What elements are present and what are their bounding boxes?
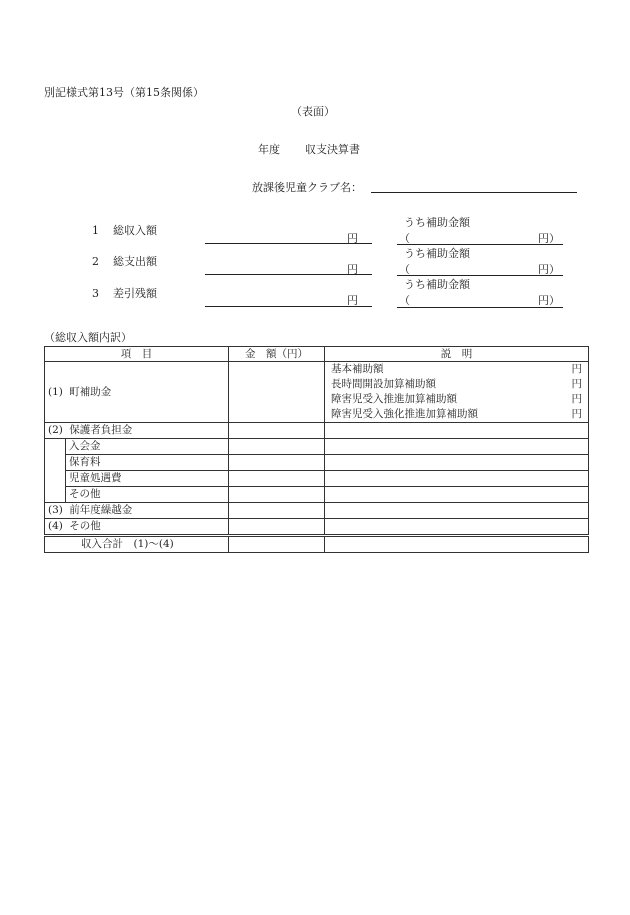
town-subsidy-cell <box>45 362 229 423</box>
desc-text: 基本補助額 <box>331 363 384 375</box>
table-header-row <box>45 347 589 362</box>
desc-unit: 円 <box>571 408 582 420</box>
carryover-amount[interactable] <box>229 503 325 519</box>
carryover-label: 前年度繰越金 <box>69 504 133 516</box>
subsidy-close-2: 円） <box>538 263 560 276</box>
club-name-field[interactable] <box>371 192 577 193</box>
desc-line <box>331 407 582 422</box>
subsidy-label-1: うち補助金額 <box>404 216 470 229</box>
subsidy-field-3[interactable] <box>397 307 563 308</box>
sub-item-label: 入会金 <box>66 439 229 455</box>
subsidy-close-3: 円） <box>538 294 560 307</box>
subsidy-open-3: （ <box>399 294 410 307</box>
carryover-no: (3) <box>48 504 63 516</box>
table-row-sub <box>45 471 589 487</box>
table-row-total <box>45 536 589 553</box>
carryover-description[interactable] <box>325 503 589 519</box>
sub-item-description[interactable] <box>325 471 589 487</box>
subsidy-label-3: うち補助金額 <box>404 278 470 291</box>
other-no: (4) <box>48 520 63 532</box>
breakdown-caption: （総収入額内訳） <box>44 331 132 344</box>
header-description: 説 明 <box>325 347 589 362</box>
summary-label-3: 差引残額 <box>113 287 157 300</box>
sub-item-amount[interactable] <box>229 439 325 455</box>
sub-item-label: 児童処遇費 <box>66 471 229 487</box>
carryover-cell <box>45 503 229 519</box>
sub-item-label: 保育料 <box>66 455 229 471</box>
guardian-label: 保護者負担金 <box>69 424 133 436</box>
sub-item-label: その他 <box>66 487 229 503</box>
table-row-town-subsidy <box>45 362 589 423</box>
sub-item-amount[interactable] <box>229 471 325 487</box>
total-description[interactable] <box>325 536 589 553</box>
desc-unit: 円 <box>571 378 582 390</box>
desc-unit: 円 <box>571 393 582 405</box>
total-label: 収入合計 (1)～(4) <box>45 536 229 553</box>
document-title: 収支決算書 <box>305 143 360 156</box>
club-name-label: 放課後児童クラブ名： <box>252 181 362 194</box>
guardian-cell <box>45 423 229 439</box>
subsidy-open-2: （ <box>399 263 410 276</box>
other-cell <box>45 519 229 536</box>
fiscal-year-label: 年度 <box>258 143 280 156</box>
guardian-no: (2) <box>48 424 63 436</box>
guardian-amount[interactable] <box>229 423 325 439</box>
header-amount: 金 額（円） <box>229 347 325 362</box>
indent-cell <box>45 439 66 455</box>
table-row-sub <box>45 455 589 471</box>
table-row-sub <box>45 487 589 503</box>
desc-line <box>331 392 582 407</box>
desc-text: 長時間開設加算補助額 <box>331 378 436 390</box>
sub-item-description[interactable] <box>325 439 589 455</box>
income-breakdown-table <box>44 346 589 553</box>
town-subsidy-no: (1) <box>48 385 63 398</box>
form-number: 別記様式第13号（第15条関係） <box>44 86 204 99</box>
desc-text: 障害児受入推進加算補助額 <box>331 393 457 405</box>
sub-item-description[interactable] <box>325 487 589 503</box>
subsidy-label-2: うち補助金額 <box>404 247 470 260</box>
summary-unit-2: 円 <box>347 263 358 276</box>
indent-cell <box>45 487 66 503</box>
subsidy-open-1: （ <box>399 232 410 245</box>
town-subsidy-label: 町補助金 <box>69 385 112 398</box>
summary-no-2: 2 <box>92 255 99 268</box>
indent-cell <box>45 455 66 471</box>
town-subsidy-description <box>325 362 589 423</box>
total-amount[interactable] <box>229 536 325 553</box>
sub-item-amount[interactable] <box>229 455 325 471</box>
summary-unit-3: 円 <box>347 294 358 307</box>
other-label: その他 <box>69 520 101 532</box>
town-subsidy-amount[interactable] <box>229 362 325 423</box>
summary-unit-1: 円 <box>347 232 358 245</box>
summary-no-1: 1 <box>92 224 99 237</box>
sub-item-amount[interactable] <box>229 487 325 503</box>
desc-text: 障害児受入強化推進加算補助額 <box>331 408 478 420</box>
header-item: 項 目 <box>45 347 229 362</box>
summary-label-2: 総支出額 <box>113 255 157 268</box>
desc-line <box>331 362 582 377</box>
indent-cell <box>45 471 66 487</box>
subsidy-field-1[interactable] <box>397 244 563 245</box>
guardian-description[interactable] <box>325 423 589 439</box>
desc-unit: 円 <box>571 363 582 375</box>
sub-item-description[interactable] <box>325 455 589 471</box>
desc-line <box>331 377 582 392</box>
other-amount[interactable] <box>229 519 325 536</box>
summary-no-3: 3 <box>92 287 99 300</box>
table-row-guardian <box>45 423 589 439</box>
other-description[interactable] <box>325 519 589 536</box>
summary-label-1: 総収入額 <box>113 224 157 237</box>
table-row-carryover <box>45 503 589 519</box>
table-row-sub <box>45 439 589 455</box>
subsidy-close-1: 円） <box>538 232 560 245</box>
table-row-other <box>45 519 589 536</box>
subsidy-field-2[interactable] <box>397 275 563 276</box>
side-label: （表面） <box>291 105 335 118</box>
